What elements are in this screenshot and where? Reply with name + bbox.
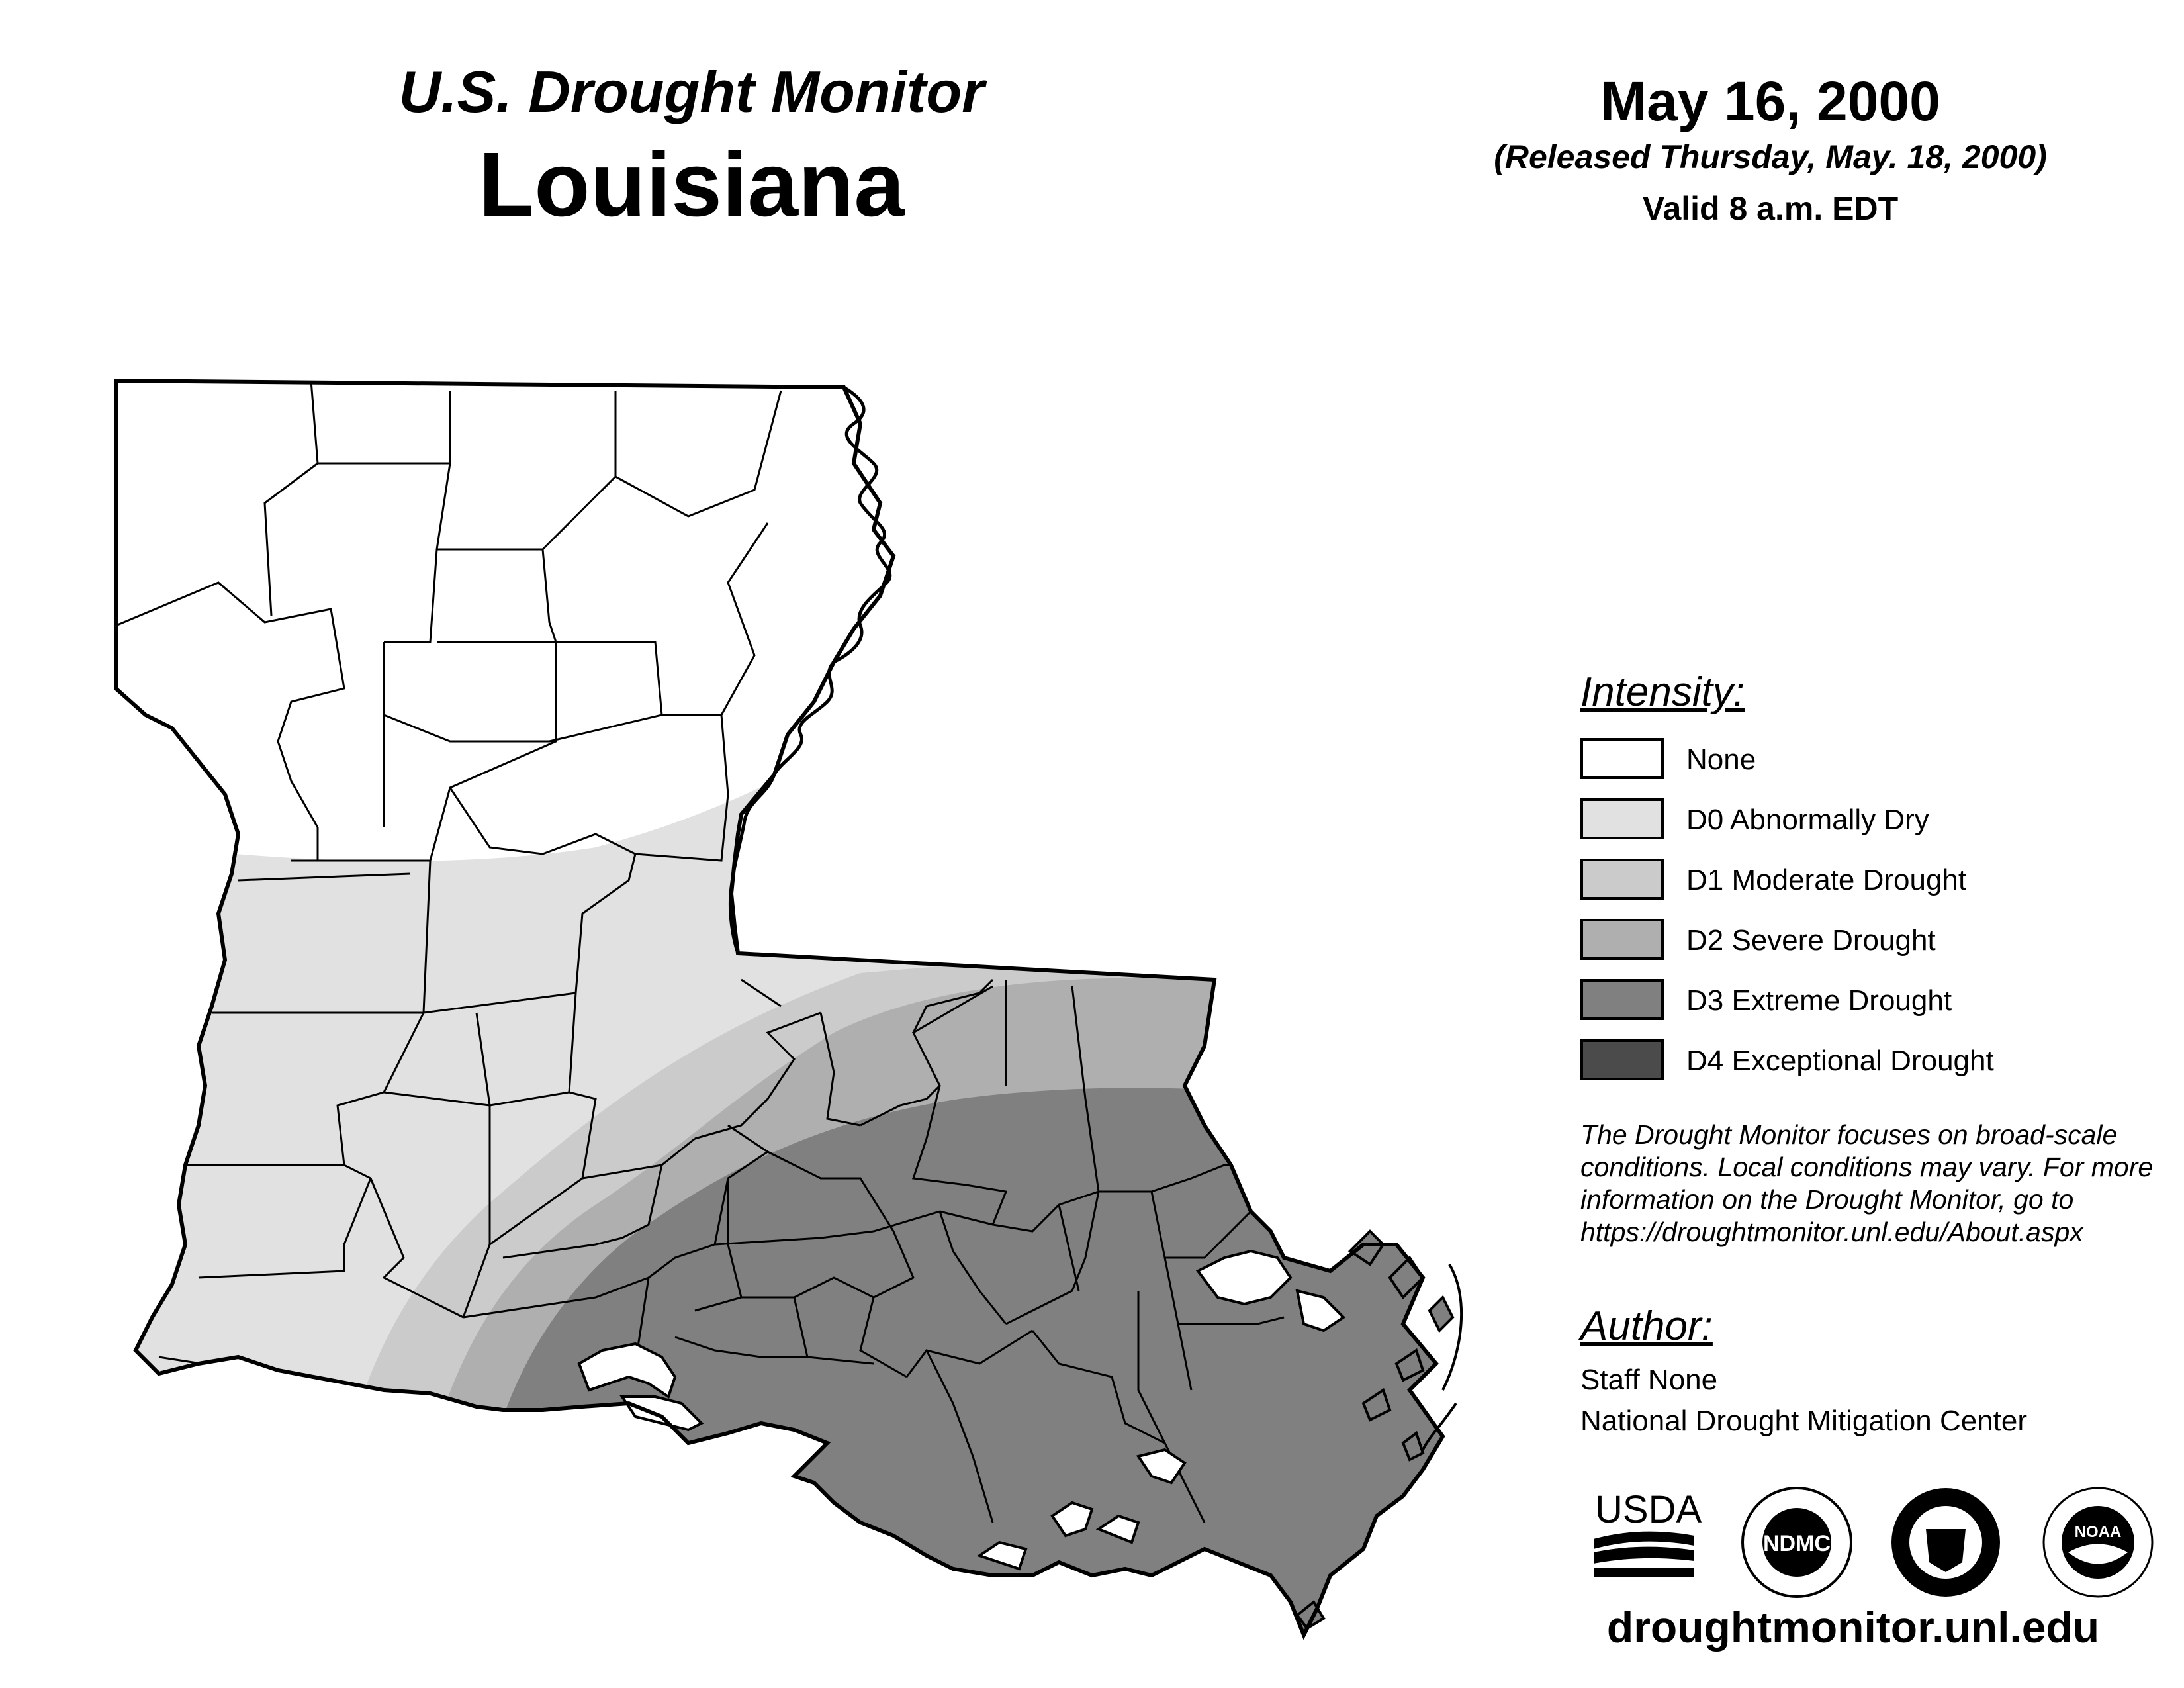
author-name: Staff None [1580, 1364, 1718, 1396]
website-link[interactable]: droughtmonitor.unl.edu [1606, 1603, 2100, 1652]
svg-text:NOAA: NOAA [2074, 1523, 2122, 1541]
legend-swatch [1580, 738, 1664, 779]
legend-swatch [1580, 798, 1664, 839]
commerce-seal [1891, 1488, 2000, 1597]
legend-label: D2 Severe Drought [1686, 924, 1936, 957]
legend-label: None [1686, 743, 1756, 776]
release-date: (Released Thursday, May. 18, 2000) [1494, 138, 2047, 175]
valid-time: Valid 8 a.m. EDT [1642, 189, 1899, 227]
disclaimer [1580, 1119, 2176, 1248]
legend-swatch [1580, 979, 1664, 1020]
legend-swatch [1580, 1039, 1664, 1080]
legend-swatch [1580, 919, 1664, 960]
author-title: Author: [1580, 1303, 1713, 1349]
disclaimer-line: conditions. Local conditions may vary. For more [1580, 1152, 2154, 1182]
disclaimer-line: The Drought Monitor focuses on broad-scale [1580, 1119, 2118, 1150]
partner-logos [1575, 1476, 2171, 1609]
legend-swatch [1580, 859, 1664, 900]
legend-label: D4 Exceptional Drought [1686, 1045, 1994, 1077]
state-name: Louisiana [478, 134, 905, 236]
legend-title: Intensity: [1580, 669, 1745, 715]
legend-label: D1 Moderate Drought [1686, 864, 1967, 896]
usda-logo [1594, 1488, 1702, 1577]
svg-text:USDA: USDA [1595, 1488, 1702, 1531]
author-org: National Drought Mitigation Center [1580, 1405, 2028, 1437]
map-title: U.S. Drought Monitor [398, 59, 985, 124]
legend-label: D3 Extreme Drought [1686, 984, 1952, 1017]
ndmc-seal [1743, 1488, 1851, 1597]
legend-label: D0 Abnormally Dry [1686, 804, 1929, 836]
map-date: May 16, 2000 [1600, 70, 1940, 132]
noaa-seal [2044, 1488, 2152, 1597]
svg-text:NDMC: NDMC [1763, 1531, 1831, 1556]
disclaimer-line: information on the Drought Monitor, go to [1580, 1184, 2074, 1215]
disclaimer-link[interactable]: https://droughtmonitor.unl.edu/About.aspx [1580, 1217, 2083, 1247]
